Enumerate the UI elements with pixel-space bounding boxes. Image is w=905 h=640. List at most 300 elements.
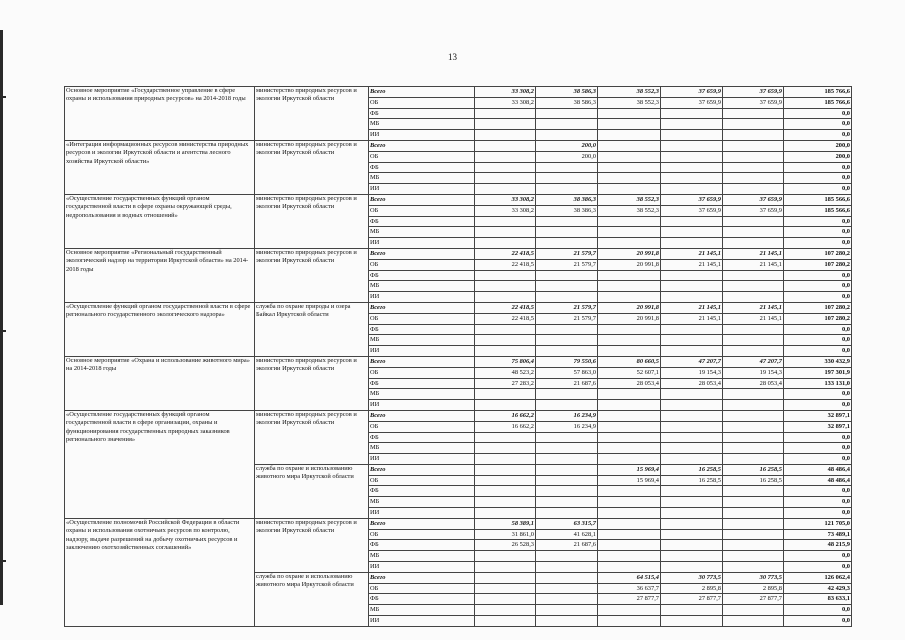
year-amount-cell [598,130,661,141]
funding-source: ФБ [369,540,475,551]
executor-cell: министерство природных ресурсов и экологии Иркутской области [255,356,369,410]
funding-source: МБ [369,335,475,346]
year-amount-cell: 16 258,5 [661,475,723,486]
year-amount-cell [723,616,784,627]
total-amount-cell: 330 432,9 [784,356,852,367]
year-amount-cell [475,119,536,130]
year-amount-cell: 26 528,3 [475,540,536,551]
year-amount-cell [723,227,784,238]
year-amount-cell [661,238,723,249]
year-amount-cell: 27 877,7 [723,594,784,605]
year-amount-cell: 47 207,7 [723,356,784,367]
year-amount-cell [475,443,536,454]
year-amount-cell [598,400,661,411]
year-amount-cell [661,173,723,184]
year-amount-cell [723,389,784,400]
year-amount-cell: 15 969,4 [598,464,661,475]
total-amount-cell: 0,0 [784,108,852,119]
funding-source: Всего [369,518,475,529]
total-amount-cell: 200,0 [784,151,852,162]
year-amount-cell: 28 053,4 [723,378,784,389]
executor-cell: министерство природных ресурсов и экологии Иркутской области [255,410,369,464]
year-amount-cell [661,324,723,335]
year-amount-cell: 30 773,5 [723,572,784,583]
year-amount-cell [475,572,536,583]
year-amount-cell [661,497,723,508]
year-amount-cell [661,454,723,465]
table-row [65,140,852,151]
year-amount-cell: 16 258,5 [723,464,784,475]
year-amount-cell: 33 308,2 [475,194,536,205]
year-amount-cell [475,281,536,292]
total-amount-cell: 121 705,0 [784,518,852,529]
year-amount-cell: 27 877,7 [661,594,723,605]
funding-source: ФБ [369,162,475,173]
table-row [65,248,852,259]
year-amount-cell [536,270,598,281]
event-description: Основное мероприятие «Региональный государственный экологический надзор на территории Иркутской области» на 2014-2018 годы [65,248,255,302]
event-description: Основное мероприятие «Государственное управление в сфере охраны и использования природных ресурсов» на 2014-2018 годы [65,87,255,141]
funding-source: ИИ [369,292,475,303]
year-amount-cell: 36 637,7 [598,583,661,594]
year-amount-cell [475,562,536,573]
funding-source: ОБ [369,475,475,486]
total-amount-cell: 107 280,2 [784,313,852,324]
year-amount-cell [723,518,784,529]
total-amount-cell: 197 301,9 [784,367,852,378]
year-amount-cell: 80 660,5 [598,356,661,367]
total-amount-cell: 0,0 [784,454,852,465]
year-amount-cell [723,605,784,616]
year-amount-cell [475,346,536,357]
funding-source: ИИ [369,346,475,357]
year-amount-cell [661,400,723,411]
year-amount-cell [723,238,784,249]
year-amount-cell [661,130,723,141]
year-amount-cell: 58 389,1 [475,518,536,529]
year-amount-cell [475,464,536,475]
event-description: Основное мероприятие «Охрана и использование животного мира» на 2014-2018 годы [65,356,255,410]
year-amount-cell: 38 586,3 [536,87,598,98]
table-row [65,194,852,205]
year-amount-cell [723,562,784,573]
funding-source: МБ [369,497,475,508]
year-amount-cell [475,292,536,303]
year-amount-cell: 21 687,6 [536,378,598,389]
year-amount-cell: 37 659,9 [723,194,784,205]
funding-source: ИИ [369,508,475,519]
year-amount-cell [536,238,598,249]
year-amount-cell [475,270,536,281]
year-amount-cell [661,270,723,281]
total-amount-cell: 0,0 [784,562,852,573]
year-amount-cell: 64 515,4 [598,572,661,583]
budget-table-body [65,87,852,627]
total-amount-cell: 0,0 [784,281,852,292]
total-amount-cell: 0,0 [784,227,852,238]
funding-source: МБ [369,227,475,238]
funding-source: ОБ [369,97,475,108]
year-amount-cell [536,292,598,303]
year-amount-cell: 38 386,3 [536,205,598,216]
year-amount-cell [661,562,723,573]
year-amount-cell [723,184,784,195]
year-amount-cell: 16 258,5 [723,475,784,486]
year-amount-cell [723,540,784,551]
year-amount-cell [598,389,661,400]
year-amount-cell: 22 418,5 [475,248,536,259]
event-description: «Осуществление государственных функций органом государственной власти в сфере организации, охраны и функционирования государственных природных заказников регионального значения» [65,410,255,518]
year-amount-cell [598,508,661,519]
total-amount-cell: 107 280,2 [784,302,852,313]
year-amount-cell [661,432,723,443]
year-amount-cell [475,486,536,497]
year-amount-cell [723,410,784,421]
year-amount-cell [475,140,536,151]
scan-edge-tick [0,96,6,98]
year-amount-cell [661,292,723,303]
year-amount-cell [661,518,723,529]
total-amount-cell: 126 062,4 [784,572,852,583]
year-amount-cell: 21 687,6 [536,540,598,551]
year-amount-cell [475,184,536,195]
year-amount-cell [536,130,598,141]
year-amount-cell [723,162,784,173]
year-amount-cell [536,400,598,411]
total-amount-cell: 0,0 [784,616,852,627]
year-amount-cell: 200,0 [536,140,598,151]
table-row [65,518,852,529]
funding-source: ИИ [369,562,475,573]
year-amount-cell: 30 773,5 [661,572,723,583]
year-amount-cell [536,324,598,335]
year-amount-cell [536,184,598,195]
funding-source: МБ [369,173,475,184]
year-amount-cell: 16 662,2 [475,421,536,432]
year-amount-cell [475,454,536,465]
year-amount-cell [536,335,598,346]
year-amount-cell [598,227,661,238]
total-amount-cell: 185 566,6 [784,205,852,216]
total-amount-cell: 185 566,6 [784,194,852,205]
year-amount-cell [536,562,598,573]
total-amount-cell: 0,0 [784,292,852,303]
year-amount-cell [723,454,784,465]
year-amount-cell: 21 145,1 [723,259,784,270]
year-amount-cell [723,292,784,303]
funding-source: ОБ [369,583,475,594]
funding-source: Всего [369,248,475,259]
funding-source: ФБ [369,270,475,281]
year-amount-cell [598,119,661,130]
year-amount-cell [723,551,784,562]
year-amount-cell [723,497,784,508]
year-amount-cell [598,443,661,454]
year-amount-cell: 37 659,9 [661,97,723,108]
year-amount-cell [723,119,784,130]
year-amount-cell: 38 552,3 [598,87,661,98]
year-amount-cell [598,410,661,421]
year-amount-cell [661,389,723,400]
year-amount-cell [598,162,661,173]
funding-source: ФБ [369,216,475,227]
year-amount-cell [723,324,784,335]
funding-source: ОБ [369,151,475,162]
year-amount-cell [723,432,784,443]
funding-source: ФБ [369,432,475,443]
funding-source: ФБ [369,108,475,119]
year-amount-cell [598,540,661,551]
total-amount-cell: 0,0 [784,605,852,616]
year-amount-cell: 21 579,7 [536,259,598,270]
funding-source: МБ [369,281,475,292]
year-amount-cell [598,562,661,573]
event-description: «Осуществление государственных функций органом государственной власти в сфере охраны окружающей среды, недропользования и водных отношений» [65,194,255,248]
total-amount-cell: 0,0 [784,270,852,281]
year-amount-cell [723,486,784,497]
year-amount-cell: 22 418,5 [475,313,536,324]
year-amount-cell [475,616,536,627]
year-amount-cell: 19 154,3 [661,367,723,378]
year-amount-cell: 37 659,9 [661,194,723,205]
year-amount-cell: 21 145,1 [723,248,784,259]
total-amount-cell: 42 429,3 [784,583,852,594]
year-amount-cell: 33 308,2 [475,97,536,108]
year-amount-cell [475,324,536,335]
year-amount-cell [723,130,784,141]
total-amount-cell: 0,0 [784,119,852,130]
event-description: «Интеграция информационных ресурсов министерства природных ресурсов и экологии Иркутской области и агентства лесного хозяйства Иркутской области» [65,140,255,194]
year-amount-cell [598,151,661,162]
funding-source: ОБ [369,529,475,540]
year-amount-cell [661,443,723,454]
funding-source: ФБ [369,486,475,497]
executor-cell: служба по охране и использованию животного мира Иркутской области [255,572,369,626]
executor-cell: министерство природных ресурсов и экологии Иркутской области [255,140,369,194]
executor-cell: министерство природных ресурсов и экологии Иркутской области [255,194,369,248]
year-amount-cell [536,486,598,497]
executor-cell: министерство природных ресурсов и экологии Иркутской области [255,518,369,572]
funding-source: ФБ [369,378,475,389]
table-row [65,87,852,98]
year-amount-cell: 38 552,3 [598,97,661,108]
funding-source: Всего [369,302,475,313]
total-amount-cell: 107 280,2 [784,248,852,259]
year-amount-cell [661,227,723,238]
executor-cell: служба по охране природы и озера Байкал Иркутской области [255,302,369,356]
year-amount-cell: 21 145,1 [661,302,723,313]
year-amount-cell [598,281,661,292]
total-amount-cell: 200,0 [784,140,852,151]
year-amount-cell: 38 386,3 [536,194,598,205]
total-amount-cell: 0,0 [784,497,852,508]
year-amount-cell [475,130,536,141]
event-description: «Осуществление полномочий Российской Федерации в области охраны и использования охотничьих ресурсов по контролю, надзору, выдаче разрешений на добычу охотничьих ресурсов и заключению охотхозяйственных соглашений» [65,518,255,626]
year-amount-cell [723,108,784,119]
year-amount-cell [598,421,661,432]
year-amount-cell [723,421,784,432]
year-amount-cell: 2 895,8 [723,583,784,594]
funding-source: ФБ [369,324,475,335]
total-amount-cell: 48 486,4 [784,464,852,475]
funding-source: ИИ [369,454,475,465]
year-amount-cell [598,335,661,346]
funding-source: МБ [369,389,475,400]
executor-cell: министерство природных ресурсов и экологии Иркутской области [255,87,369,141]
year-amount-cell [723,151,784,162]
year-amount-cell [598,140,661,151]
total-amount-cell: 0,0 [784,162,852,173]
year-amount-cell [536,464,598,475]
year-amount-cell [661,421,723,432]
year-amount-cell [536,594,598,605]
year-amount-cell [475,335,536,346]
table-row [65,410,852,421]
year-amount-cell [598,238,661,249]
year-amount-cell [475,151,536,162]
year-amount-cell [598,454,661,465]
year-amount-cell [661,184,723,195]
total-amount-cell: 48 486,4 [784,475,852,486]
executor-cell: министерство природных ресурсов и экологии Иркутской области [255,248,369,302]
funding-source: ОБ [369,367,475,378]
year-amount-cell: 21 145,1 [661,248,723,259]
total-amount-cell: 0,0 [784,400,852,411]
year-amount-cell: 21 579,7 [536,313,598,324]
year-amount-cell [723,270,784,281]
year-amount-cell: 28 053,4 [661,378,723,389]
year-amount-cell [536,583,598,594]
year-amount-cell [661,216,723,227]
year-amount-cell [723,140,784,151]
funding-source: Всего [369,410,475,421]
funding-source: ИИ [369,130,475,141]
year-amount-cell [723,216,784,227]
year-amount-cell [723,335,784,346]
year-amount-cell [661,605,723,616]
year-amount-cell: 27 877,7 [598,594,661,605]
total-amount-cell: 0,0 [784,486,852,497]
funding-source: МБ [369,551,475,562]
year-amount-cell [598,497,661,508]
year-amount-cell: 28 053,4 [598,378,661,389]
year-amount-cell [661,335,723,346]
year-amount-cell [723,443,784,454]
funding-source: ИИ [369,184,475,195]
year-amount-cell [536,227,598,238]
year-amount-cell [598,292,661,303]
year-amount-cell: 38 552,3 [598,194,661,205]
year-amount-cell [475,551,536,562]
year-amount-cell [475,432,536,443]
funding-source: ИИ [369,238,475,249]
year-amount-cell [536,216,598,227]
year-amount-cell: 21 145,1 [661,313,723,324]
year-amount-cell [475,605,536,616]
year-amount-cell [661,346,723,357]
year-amount-cell: 37 659,9 [723,87,784,98]
year-amount-cell [536,551,598,562]
year-amount-cell [536,389,598,400]
year-amount-cell [661,281,723,292]
year-amount-cell: 2 895,8 [661,583,723,594]
year-amount-cell [598,173,661,184]
year-amount-cell: 38 586,3 [536,97,598,108]
event-description: «Осуществление функций органом государственной власти в сфере регионального государственного экологического надзора» [65,302,255,356]
total-amount-cell: 133 131,0 [784,378,852,389]
year-amount-cell [723,529,784,540]
year-amount-cell [598,108,661,119]
year-amount-cell [598,529,661,540]
year-amount-cell [536,108,598,119]
year-amount-cell [536,508,598,519]
year-amount-cell [536,616,598,627]
year-amount-cell [536,281,598,292]
table-row [65,356,852,367]
budget-table [64,86,852,627]
total-amount-cell: 0,0 [784,238,852,249]
year-amount-cell: 21 145,1 [723,302,784,313]
funding-source: МБ [369,605,475,616]
year-amount-cell: 47 207,7 [661,356,723,367]
year-amount-cell [536,454,598,465]
year-amount-cell [661,151,723,162]
funding-source: МБ [369,119,475,130]
total-amount-cell: 0,0 [784,130,852,141]
total-amount-cell: 0,0 [784,346,852,357]
year-amount-cell [661,108,723,119]
year-amount-cell: 21 579,7 [536,248,598,259]
year-amount-cell [598,184,661,195]
year-amount-cell: 37 659,9 [661,205,723,216]
year-amount-cell [475,475,536,486]
year-amount-cell [661,529,723,540]
year-amount-cell [723,173,784,184]
year-amount-cell [598,605,661,616]
year-amount-cell [723,281,784,292]
year-amount-cell [536,572,598,583]
total-amount-cell: 32 897,1 [784,410,852,421]
year-amount-cell: 37 659,9 [723,97,784,108]
executor-cell: служба по охране и использованию животного мира Иркутской области [255,464,369,518]
year-amount-cell [475,583,536,594]
year-amount-cell [598,346,661,357]
total-amount-cell: 185 766,6 [784,87,852,98]
total-amount-cell: 0,0 [784,443,852,454]
year-amount-cell: 52 607,1 [598,367,661,378]
funding-source: Всего [369,464,475,475]
year-amount-cell [661,540,723,551]
total-amount-cell: 0,0 [784,432,852,443]
year-amount-cell [598,616,661,627]
year-amount-cell: 19 154,3 [723,367,784,378]
total-amount-cell: 107 280,2 [784,259,852,270]
year-amount-cell [475,389,536,400]
year-amount-cell [475,227,536,238]
total-amount-cell: 32 897,1 [784,421,852,432]
year-amount-cell [536,346,598,357]
year-amount-cell: 20 991,8 [598,248,661,259]
total-amount-cell: 0,0 [784,173,852,184]
scan-edge-tick [0,560,6,562]
year-amount-cell: 33 308,2 [475,87,536,98]
total-amount-cell: 0,0 [784,216,852,227]
year-amount-cell [723,508,784,519]
year-amount-cell [536,173,598,184]
year-amount-cell [661,551,723,562]
table-row [65,302,852,313]
year-amount-cell [661,616,723,627]
